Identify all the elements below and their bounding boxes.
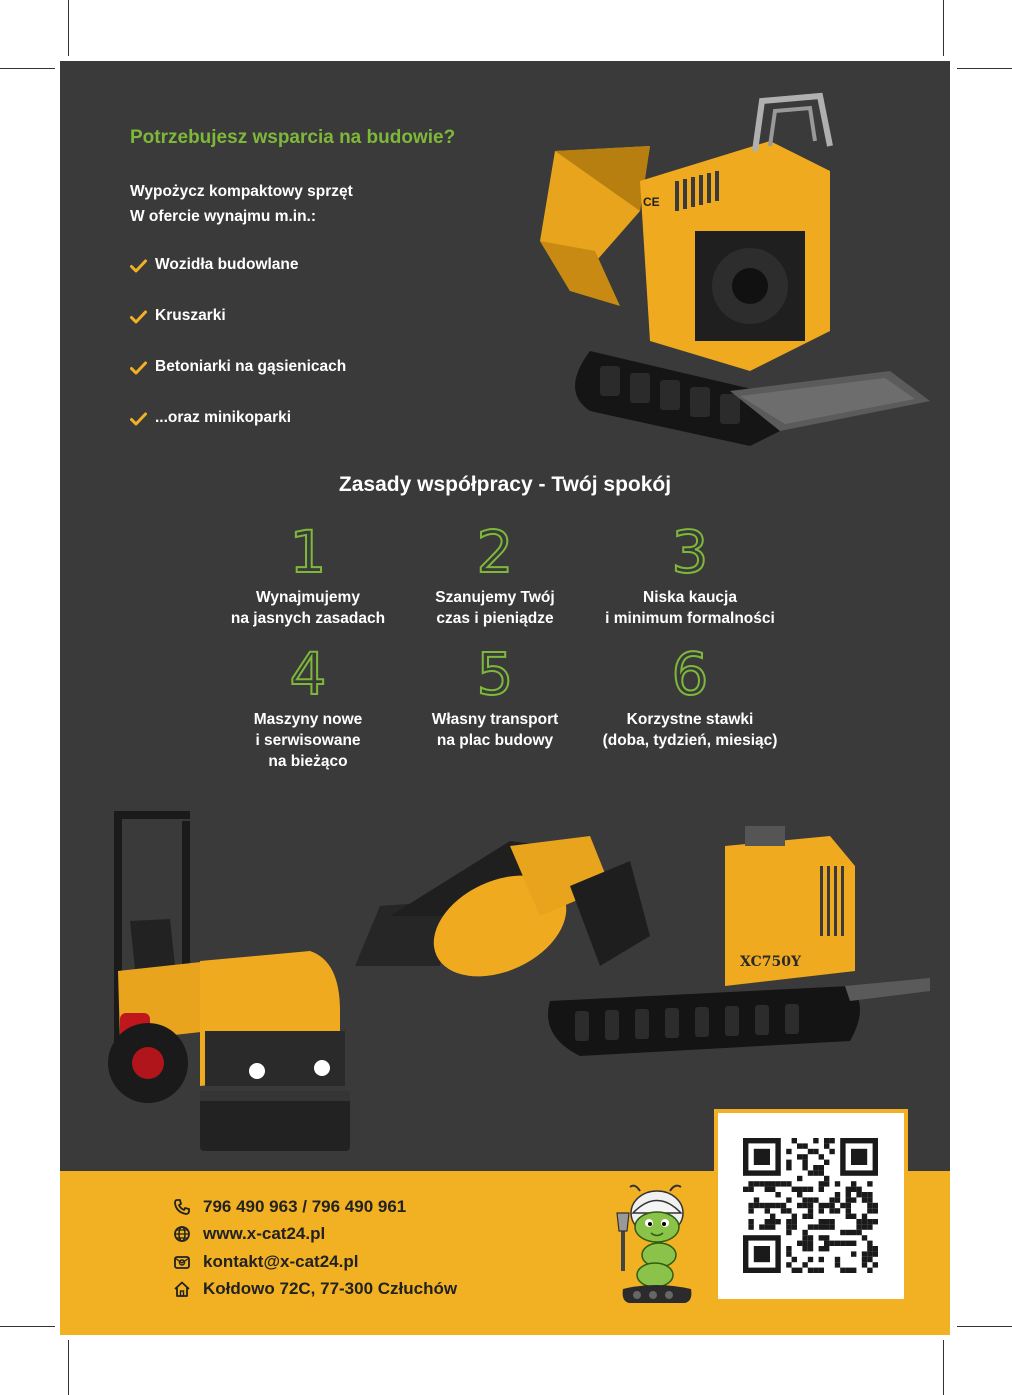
qr-module xyxy=(770,1181,775,1186)
qr-module xyxy=(802,1214,807,1219)
tracked-mixer-image xyxy=(350,806,940,1116)
feature-item xyxy=(130,409,346,460)
qr-module xyxy=(867,1192,872,1197)
qr-module xyxy=(792,1224,797,1229)
qr-module xyxy=(786,1165,791,1170)
feature-item xyxy=(130,358,346,409)
qr-module xyxy=(862,1251,867,1256)
caterpillar-mascot xyxy=(615,1183,697,1305)
qr-module xyxy=(786,1262,791,1267)
qr-module xyxy=(835,1197,840,1202)
qr-module xyxy=(808,1187,813,1192)
qr-module xyxy=(851,1197,856,1202)
road-roller-image xyxy=(100,801,360,1161)
qr-module xyxy=(846,1192,851,1197)
qr-module xyxy=(775,1181,780,1186)
qr-module xyxy=(813,1170,818,1175)
crop-mark xyxy=(0,1326,55,1327)
qr-module xyxy=(792,1257,797,1262)
qr-module xyxy=(867,1246,872,1251)
tracked-dumper-image xyxy=(500,91,940,451)
qr-module xyxy=(808,1170,813,1175)
qr-module xyxy=(819,1187,824,1192)
rule-number: 3 xyxy=(671,518,709,586)
qr-module xyxy=(873,1208,878,1213)
feature-label: Betoniarki na gąsienicach xyxy=(155,358,347,375)
qr-module xyxy=(840,1241,845,1246)
qr-module xyxy=(873,1219,878,1224)
qr-module xyxy=(824,1181,829,1186)
qr-module xyxy=(802,1143,807,1148)
qr-module xyxy=(748,1203,753,1208)
qr-module xyxy=(862,1214,867,1219)
qr-module xyxy=(862,1224,867,1229)
rule-text: Niska kaucja i minimum formalności xyxy=(605,589,775,627)
qr-module xyxy=(781,1208,786,1213)
qr-module xyxy=(867,1181,872,1186)
qr-module xyxy=(846,1203,851,1208)
qr-code-frame xyxy=(718,1113,904,1299)
qr-module xyxy=(748,1181,753,1186)
website-link[interactable]: www.x-cat24.pl xyxy=(203,1224,326,1244)
qr-module xyxy=(867,1219,872,1224)
qr-module xyxy=(754,1197,759,1202)
qr-module xyxy=(829,1149,834,1154)
qr-module xyxy=(786,1149,791,1154)
qr-module xyxy=(819,1224,824,1229)
qr-module xyxy=(835,1181,840,1186)
qr-module xyxy=(808,1149,813,1154)
qr-module xyxy=(824,1241,829,1246)
qr-module xyxy=(786,1230,791,1235)
rule-text: Wynajmujemy na jasnych zasadach xyxy=(230,589,386,627)
qr-module xyxy=(824,1219,829,1224)
qr-module xyxy=(840,1230,845,1235)
qr-module xyxy=(813,1138,818,1143)
qr-module xyxy=(824,1143,829,1148)
qr-module xyxy=(802,1203,807,1208)
qr-module xyxy=(802,1262,807,1267)
qr-module xyxy=(759,1224,764,1229)
qr-module xyxy=(851,1181,856,1186)
qr-module xyxy=(824,1235,829,1240)
qr-module xyxy=(802,1241,807,1246)
phone-icon xyxy=(173,1198,191,1216)
qr-module xyxy=(770,1203,775,1208)
contact-phone xyxy=(173,1193,457,1221)
qr-module xyxy=(813,1165,818,1170)
qr-module xyxy=(770,1187,775,1192)
qr-module xyxy=(851,1149,867,1165)
qr-module xyxy=(856,1187,861,1192)
qr-module xyxy=(813,1149,818,1154)
qr-module xyxy=(770,1214,775,1219)
email-link[interactable]: kontakt@x-cat24.pl xyxy=(203,1251,359,1271)
qr-module xyxy=(851,1187,856,1192)
qr-module xyxy=(819,1268,824,1273)
qr-module xyxy=(862,1219,867,1224)
qr-module xyxy=(846,1241,851,1246)
rule-2 xyxy=(385,518,605,629)
qr-module xyxy=(835,1192,840,1197)
qr-module xyxy=(846,1208,851,1213)
qr-module xyxy=(792,1268,797,1273)
qr-module xyxy=(867,1257,872,1262)
qr-module xyxy=(792,1214,797,1219)
ce-mark: CE xyxy=(643,195,660,209)
rule-6 xyxy=(580,640,800,751)
qr-module xyxy=(808,1268,813,1273)
qr-module xyxy=(824,1203,829,1208)
qr-module xyxy=(851,1268,856,1273)
qr-module xyxy=(851,1230,856,1235)
qr-module xyxy=(765,1203,770,1208)
crop-mark xyxy=(68,0,69,56)
rule-number: 4 xyxy=(289,640,327,708)
qr-module xyxy=(867,1251,872,1256)
qr-module xyxy=(808,1241,813,1246)
intro-text xyxy=(130,179,353,229)
qr-module xyxy=(792,1187,797,1192)
rule-text: Szanujemy Twój czas i pieniądze xyxy=(435,589,555,627)
qr-module xyxy=(819,1246,824,1251)
qr-module xyxy=(824,1246,829,1251)
qr-module xyxy=(797,1187,802,1192)
qr-module xyxy=(808,1224,813,1229)
flyer-page xyxy=(60,61,950,1335)
qr-module xyxy=(748,1187,753,1192)
contact-address xyxy=(173,1276,457,1304)
qr-module xyxy=(813,1268,818,1273)
rule-5 xyxy=(385,640,605,751)
feature-item xyxy=(130,256,346,307)
qr-module xyxy=(824,1176,829,1181)
qr-module xyxy=(867,1241,872,1246)
qr-module xyxy=(819,1181,824,1186)
qr-module xyxy=(819,1203,824,1208)
qr-module xyxy=(808,1203,813,1208)
qr-module xyxy=(851,1251,856,1256)
qr-module xyxy=(765,1181,770,1186)
qr-module xyxy=(851,1241,856,1246)
qr-module xyxy=(829,1197,834,1202)
qr-module xyxy=(786,1181,791,1186)
qr-module xyxy=(775,1203,780,1208)
phone-number[interactable]: 796 490 963 / 796 490 961 xyxy=(203,1196,407,1216)
rule-number: 5 xyxy=(476,640,514,708)
qr-module xyxy=(824,1224,829,1229)
qr-module xyxy=(808,1257,813,1262)
qr-module xyxy=(802,1230,807,1235)
qr-module xyxy=(819,1154,824,1159)
qr-module xyxy=(824,1160,829,1165)
qr-module xyxy=(786,1160,791,1165)
qr-module xyxy=(765,1187,770,1192)
qr-module xyxy=(781,1181,786,1186)
qr-module xyxy=(862,1257,867,1262)
qr-module xyxy=(765,1219,770,1224)
email-icon xyxy=(173,1253,191,1271)
qr-module xyxy=(867,1268,872,1273)
qr-module xyxy=(765,1208,770,1213)
qr-module xyxy=(754,1149,770,1165)
crop-mark xyxy=(943,1340,944,1395)
check-icon xyxy=(130,310,147,324)
qr-module xyxy=(819,1170,824,1175)
qr-module xyxy=(808,1214,813,1219)
qr-module xyxy=(808,1246,813,1251)
qr-module xyxy=(754,1203,759,1208)
rule-text: Własny transport na plac budowy xyxy=(431,711,559,749)
qr-module xyxy=(775,1219,780,1224)
qr-module xyxy=(748,1219,753,1224)
contact-email xyxy=(173,1248,457,1276)
feature-label: Wozidła budowlane xyxy=(155,256,299,273)
qr-module xyxy=(873,1246,878,1251)
qr-module xyxy=(802,1187,807,1192)
qr-module xyxy=(775,1192,780,1197)
qr-module xyxy=(846,1268,851,1273)
qr-module xyxy=(797,1268,802,1273)
qr-module xyxy=(819,1208,824,1213)
qr-module xyxy=(759,1203,764,1208)
qr-module xyxy=(808,1235,813,1240)
crop-mark xyxy=(68,1340,69,1395)
qr-module xyxy=(829,1241,834,1246)
qr-module xyxy=(840,1268,845,1273)
qr-module xyxy=(781,1203,786,1208)
qr-module xyxy=(846,1197,851,1202)
qr-module xyxy=(802,1246,807,1251)
crop-mark xyxy=(957,1326,1012,1327)
qr-module xyxy=(786,1208,791,1213)
qr-module xyxy=(786,1224,791,1229)
qr-module xyxy=(867,1224,872,1229)
crop-mark xyxy=(957,68,1012,69)
qr-module xyxy=(835,1262,840,1267)
crop-mark xyxy=(943,0,944,56)
rule-number: 6 xyxy=(671,640,709,708)
mixer-model-label: XC750Y xyxy=(740,954,801,970)
headline: Potrzebujesz wsparcia na budowie? xyxy=(130,127,456,148)
qr-module xyxy=(829,1208,834,1213)
qr-module xyxy=(802,1197,807,1202)
qr-module xyxy=(770,1219,775,1224)
qr-module xyxy=(835,1241,840,1246)
qr-module xyxy=(819,1219,824,1224)
qr-module xyxy=(856,1192,861,1197)
qr-module xyxy=(873,1262,878,1267)
contact-website xyxy=(173,1221,457,1249)
home-icon xyxy=(173,1280,191,1298)
qr-module xyxy=(856,1224,861,1229)
qr-module xyxy=(748,1224,753,1229)
qr-module xyxy=(862,1235,867,1240)
qr-module xyxy=(792,1219,797,1224)
qr-module xyxy=(840,1203,845,1208)
qr-module xyxy=(829,1203,834,1208)
qr-module xyxy=(770,1224,775,1229)
qr-module xyxy=(797,1241,802,1246)
globe-icon xyxy=(173,1225,191,1243)
qr-module xyxy=(802,1160,807,1165)
qr-module xyxy=(754,1246,770,1262)
rule-3 xyxy=(580,518,800,629)
qr-module xyxy=(754,1181,759,1186)
qr-module xyxy=(862,1262,867,1267)
qr-code[interactable] xyxy=(718,1113,904,1299)
intro-line: Wypożycz kompaktowy sprzęt xyxy=(130,183,353,200)
rule-text: Maszyny nowe i serwisowane na bieżąco xyxy=(253,711,363,770)
qr-module xyxy=(819,1235,824,1240)
crop-mark xyxy=(0,68,55,69)
qr-module xyxy=(829,1138,834,1143)
check-icon xyxy=(130,361,147,375)
check-icon xyxy=(130,259,147,273)
qr-module xyxy=(813,1224,818,1229)
qr-module xyxy=(835,1257,840,1262)
feature-list xyxy=(130,256,346,460)
qr-module xyxy=(786,1197,791,1202)
qr-module xyxy=(835,1208,840,1213)
rule-text: Korzystne stawki (doba, tydzień, miesiąc) xyxy=(602,711,778,749)
qr-module xyxy=(819,1165,824,1170)
qr-module xyxy=(743,1187,748,1192)
intro-line: W ofercie wynajmu m.in.: xyxy=(130,208,317,225)
qr-module xyxy=(856,1230,861,1235)
qr-module xyxy=(802,1154,807,1159)
qr-module xyxy=(802,1165,807,1170)
qr-module xyxy=(813,1197,818,1202)
qr-module xyxy=(797,1143,802,1148)
rule-number: 1 xyxy=(289,518,327,586)
qr-module xyxy=(824,1138,829,1143)
qr-module xyxy=(797,1176,802,1181)
qr-module xyxy=(867,1203,872,1208)
qr-module xyxy=(797,1154,802,1159)
feature-label: Kruszarki xyxy=(155,307,226,324)
qr-module xyxy=(808,1197,813,1202)
qr-module xyxy=(797,1192,802,1197)
qr-module xyxy=(846,1230,851,1235)
feature-label: ...oraz minikoparki xyxy=(155,409,292,426)
qr-module xyxy=(867,1208,872,1213)
qr-module xyxy=(808,1208,813,1213)
qr-module xyxy=(786,1251,791,1256)
rule-number: 2 xyxy=(476,518,514,586)
qr-module xyxy=(829,1224,834,1229)
qr-module xyxy=(851,1214,856,1219)
qr-module xyxy=(786,1246,791,1251)
qr-module xyxy=(748,1208,753,1213)
qr-module xyxy=(856,1219,861,1224)
qr-module xyxy=(786,1219,791,1224)
qr-module xyxy=(797,1203,802,1208)
qr-module xyxy=(862,1192,867,1197)
qr-module xyxy=(759,1181,764,1186)
qr-module xyxy=(846,1187,851,1192)
qr-module xyxy=(829,1219,834,1224)
qr-module xyxy=(846,1214,851,1219)
feature-item xyxy=(130,307,346,358)
qr-module xyxy=(819,1257,824,1262)
qr-module xyxy=(873,1251,878,1256)
qr-module xyxy=(802,1235,807,1240)
check-icon xyxy=(130,412,147,426)
contact-list xyxy=(173,1193,457,1303)
qr-module xyxy=(765,1224,770,1229)
address-text: Kołdowo 72C, 77-300 Człuchów xyxy=(203,1279,458,1299)
qr-module xyxy=(867,1197,872,1202)
rules-title: Zasady współpracy - Twój spokój xyxy=(338,473,672,496)
qr-module xyxy=(792,1138,797,1143)
qr-module xyxy=(873,1203,878,1208)
qr-module xyxy=(862,1197,867,1202)
